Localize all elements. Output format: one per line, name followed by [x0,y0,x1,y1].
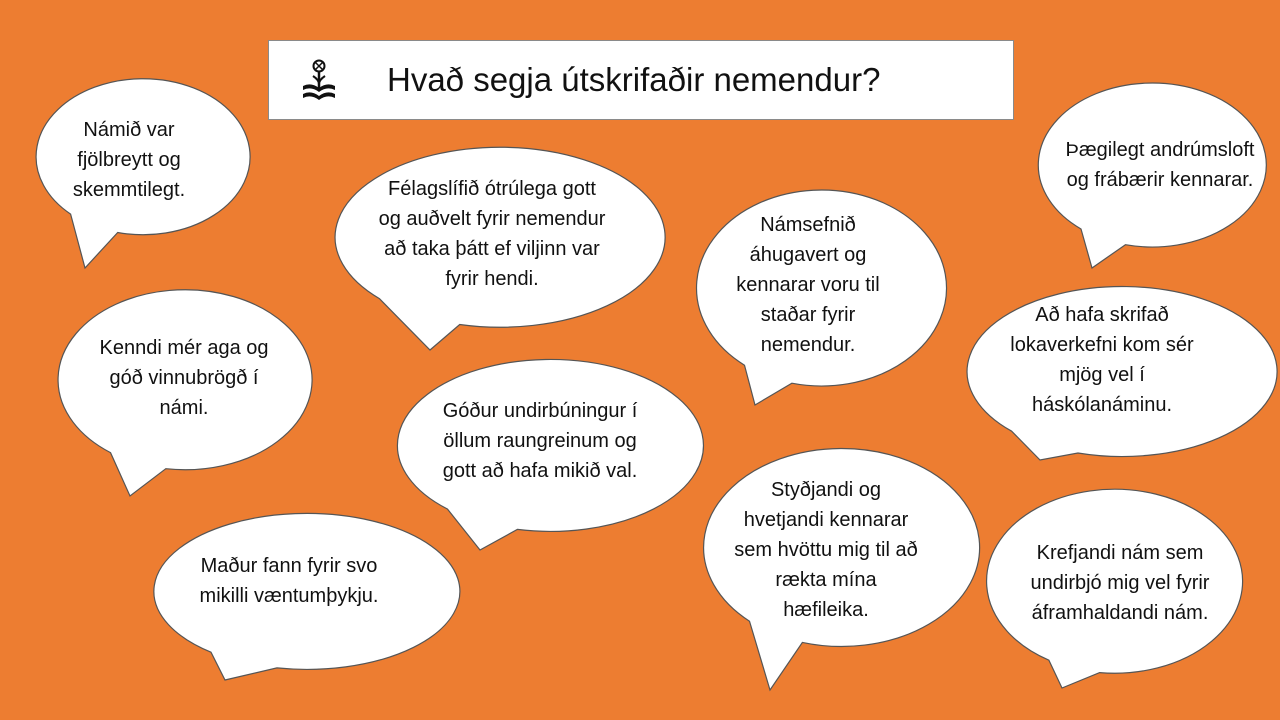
bubble-text: Krefjandi nám sem undirbjó mig vel fyrir áframhaldandi nám. [1030,542,1210,624]
bubble-text: Styðjandi og hvetjandi kennarar sem hvöttu mig til að rækta mína hæfileika. [734,479,918,621]
bubble-text: Félagslífið ótrúlega gott og auðvelt fyrir nemendur að taka þátt ef viljinn var fyrir hendi. [378,177,606,290]
bubble-text: Kenndi mér aga og góð vinnubrögð í námi. [99,337,269,419]
slide-title: Hvað segja útskrifaðir nemendur? [387,61,881,98]
bubble-text: Námsefnið áhugavert og kennarar voru til staðar fyrir nemendur. [736,214,880,356]
bubble-text: Námið var fjölbreytt og skemmtilegt. [72,119,186,201]
bubble-text: Maður fann fyrir svo mikilli væntumþykju. [199,555,379,607]
bubble-text: Að hafa skrifað lokaverkefni kom sér mjög vel í háskólanáminu. [1010,304,1194,416]
bubble-text: Góður undirbúningur í öllum raungreinum og gott að hafa mikið val. [442,400,638,482]
bubble-text: Þægilegt andrúmsloft og frábærir kennarar. [1065,139,1255,191]
